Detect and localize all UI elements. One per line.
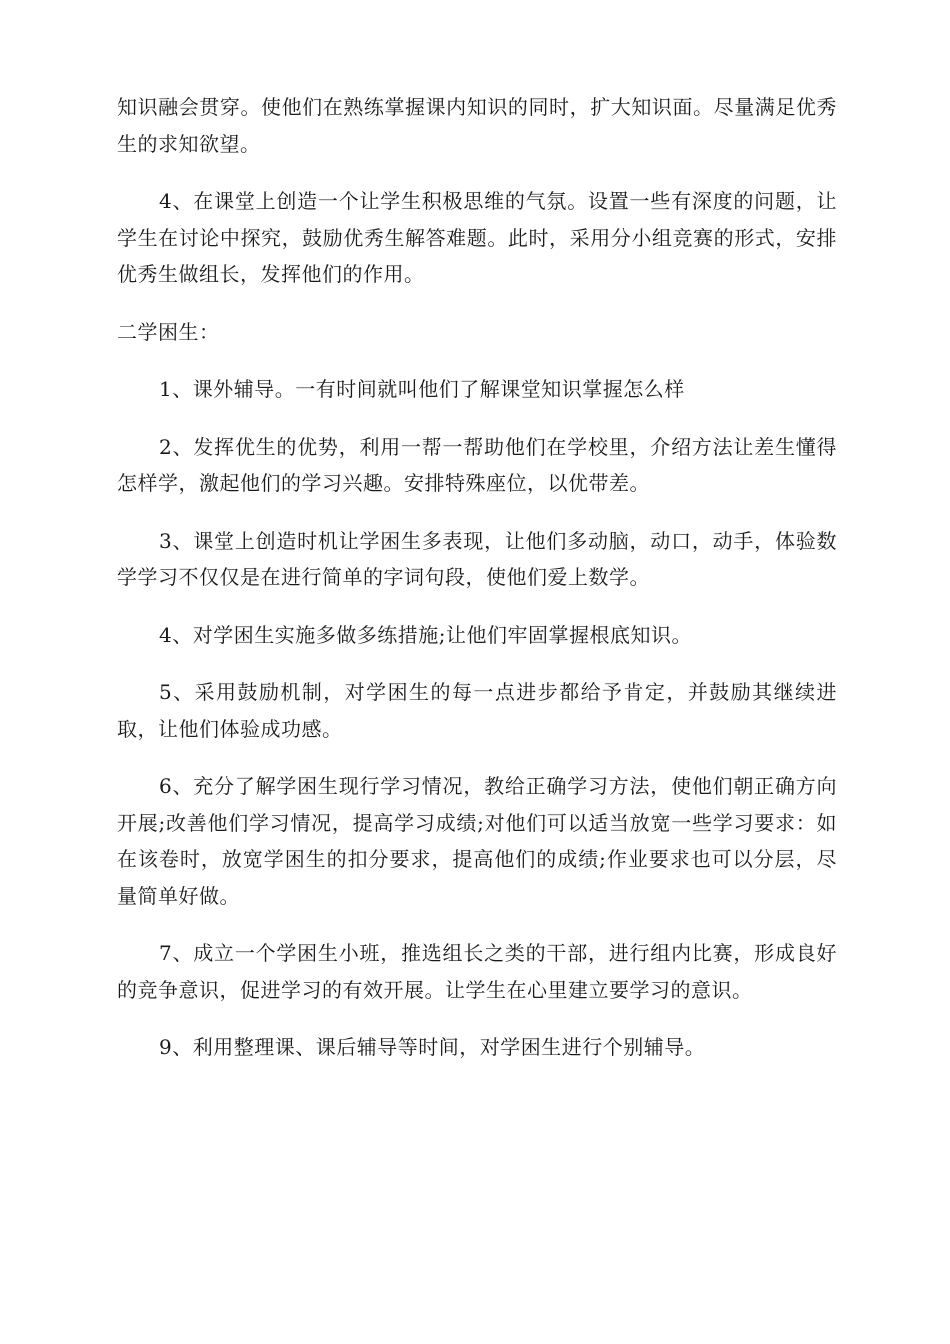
document-body <box>117 89 837 1066</box>
paragraph-item-4: 4、在课堂上创造一个让学生积极思维的气氛。设置一些有深度的问题，让学生在讨论中探究，鼓励优秀生解答难题。此时，采用分小组竞赛的形式，安排优秀生做组长，发挥他们的作用。 <box>117 189 837 286</box>
section-heading-struggling-students: 二学困生： <box>117 319 220 344</box>
paragraph-item-7: 7、成立一个学困生小班，推选组长之类的干部，进行组内比赛，形成良好的竞争意识，促进学习的有效开展。让学生在心里建立要学习的意识。 <box>117 941 837 1002</box>
paragraph-item-9: 9、利用整理课、课后辅导等时间，对学困生进行个别辅导。 <box>159 1035 706 1059</box>
paragraph-continuation: 知识融会贯穿。使他们在熟练掌握课内知识的同时，扩大知识面。尽量满足优秀生的求知欲望。 <box>117 95 837 156</box>
paragraph-item-5: 5、采用鼓励机制，对学困生的每一点进步都给予肯定，并鼓励其继续进取，让他们体验成功感。 <box>117 680 837 741</box>
paragraph-item-6: 6、充分了解学困生现行学习情况，教给正确学习方法，使他们朝正确方向开展;改善他们学习情况，提高学习成绩;对他们可以适当放宽一些学习要求：如在该卷时，放宽学困生的扣分要求，提高他们的成绩;作业要求也可以分层，尽量简单好做。 <box>117 774 837 908</box>
paragraph-item-2: 2、发挥优生的优势，利用一帮一帮助他们在学校里，介绍方法让差生懂得怎样学，激起他们的学习兴趣。安排特殊座位，以优带差。 <box>117 434 837 495</box>
paragraph-item-4b: 4、对学困生实施多做多练措施;让他们牢固掌握根底知识。 <box>159 622 692 647</box>
paragraph-item-1: 1、课外辅导。一有时间就叫他们了解课堂知识掌握怎么样 <box>159 377 685 401</box>
paragraph-item-3: 3、课堂上创造时机让学困生多表现，让他们多动脑，动口，动手，体验数学学习不仅仅是在进行简单的字词句段，使他们爱上数学。 <box>117 528 837 589</box>
